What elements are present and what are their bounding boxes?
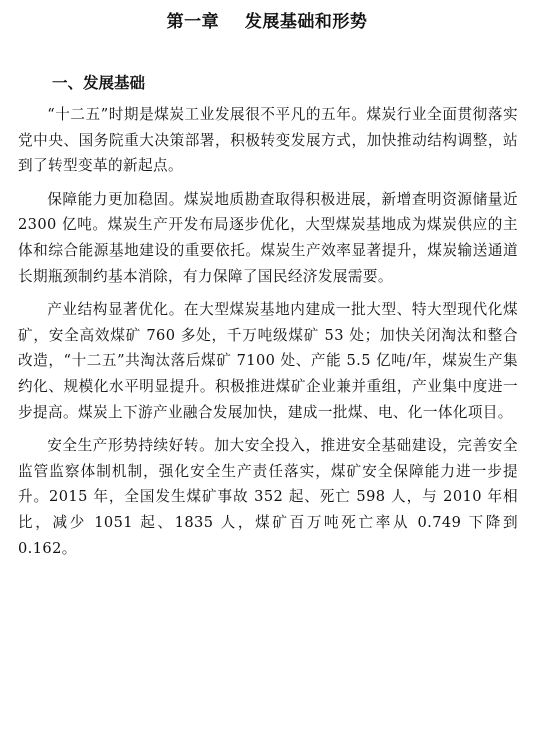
paragraph-safety-production: 安全生产形势持续好转。加大安全投入，推进安全基础建设，完善安全监管监察体制机制，强化安全生产责任落实，煤矿安全保障能力进一步提升。2015 年，全国发生煤矿事故 352 起、死亡 598 人，与 2010 年相比，减少 1051 起、1835 人，煤矿百万吨死亡率从 0.749 下降到 0.162。 xyxy=(18,437,518,557)
paragraph-industry-structure: 产业结构显著优化。在大型煤炭基地内建成一批大型、特大型现代化煤矿，安全高效煤矿 760 多处，千万吨级煤矿 53 处；加快关闭淘汰和整合改造，“十二五”共淘汰落后煤矿 7100 处、产能 5.5 亿吨/年，煤炭生产集约化、规模化水平明显提升。积极推进煤矿企业兼并重组，产业集中度进一步提高。煤炭上下游产业融合发展加快，建成一批煤、电、化一体化项目。 xyxy=(18,301,518,421)
body-text xyxy=(18,102,518,561)
chapter-title: 第一章 发展基础和形势 xyxy=(166,12,368,32)
paragraph-intro: “十二五”时期是煤炭工业发展很不平凡的五年。煤炭行业全面贯彻落实党中央、国务院重大决策部署，积极转变发展方式，加快推动结构调整，站到了转型变革的新起点。 xyxy=(18,106,518,175)
section-title: 一、发展基础 xyxy=(52,74,146,92)
paragraph-supply-capacity: 保障能力更加稳固。煤炭地质勘查取得积极进展，新增查明资源储量近 2300 亿吨。煤炭生产开发布局逐步优化，大型煤炭基地成为煤炭供应的主体和综合能源基地建设的重要依托。煤炭生产效率显著提升，煤炭输送通道长期瓶颈制约基本消除，有力保障了国民经济发展需要。 xyxy=(18,190,518,285)
